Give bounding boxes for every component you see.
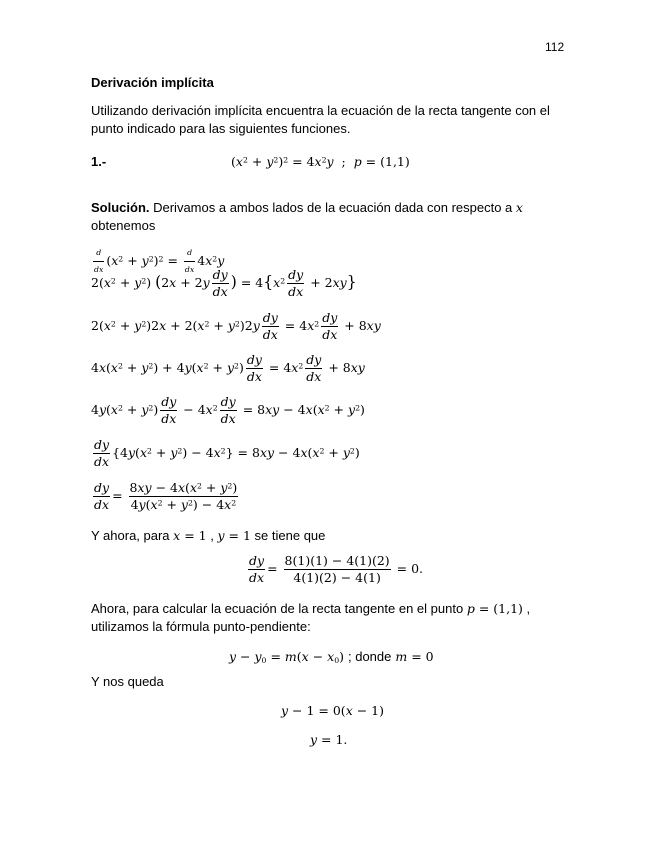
point-slope-formula: $y - y_0 = m(x - x_0)$ ; donde m = 0 (229, 649, 434, 665)
step-6-equation: $\frac{dy}{dx}$ $\{4y(x^2 + y^2) - 4x^2\} = 8xy - 4x(x^2 + y^2)$ (94, 437, 360, 469)
page-number: 112 (545, 40, 565, 54)
tangent-equation: y − 1 = 0(x − 1) (281, 703, 384, 718)
step-1-equation: $\frac{d}{dx}$ $(x^2 + y^2)^2$ = $\frac{d}{dx}$ $4x^2y$ (91, 245, 224, 278)
solution-text: Derivamos a ambos lados de la ecuación dada con respecto a (149, 200, 516, 215)
step-7-equation: $\frac{dy}{dx}$ = $\frac{8xy - 4x(x^2 + y^2)}{4y(x^2 + y^2) - 4x^2}$ (94, 480, 238, 512)
solution-paragraph (91, 199, 561, 235)
formula-intro: utilizamos la fórmula punto-pendiente: (91, 619, 311, 634)
step-2-equation: $2(x^2 + y^2) (2x + 2y$ $\frac{dy}{dx}$ ) = $4\{x^2$ $\frac{dy}{dx}$ + 2xy} (91, 267, 357, 299)
problem-number: 1.- (91, 154, 107, 169)
evaluation-text: Y ahora, para x = 1 , y = 1 se tiene que (91, 528, 326, 543)
section-title: Derivación implícita (91, 75, 214, 90)
evaluated-derivative: $\frac{dy}{dx}$ = $\frac{8(1)(1) - 4(1)(2)}{4(1)(2) - 4(1)}$ = 0. (249, 553, 424, 585)
step-3-equation: $2(x^2 + y^2)2x + 2(x^2 + y^2)2y$ $\frac{dy}{dx}$ = $4x^2$ $\frac{dy}{dx}$ + 8xy (91, 310, 381, 342)
step-4-equation: $4x(x^2 + y^2) + 4y(x^2 + y^2)$ $\frac{dy}{dx}$ = $4x^2$ $\frac{dy}{dx}$ + 8xy (91, 352, 365, 384)
problem-equation: $(x^2 + y^2)^2 = 4x^2y$ ; p = (1,1) (231, 154, 410, 169)
step-5-equation: $4y(x^2 + y^2)$ $\frac{dy}{dx}$ − $4x^2$ $\frac{dy}{dx}$ = $8xy - 4x(x^2 + y^2)$ (91, 394, 365, 426)
result-intro: Y nos queda (91, 674, 164, 689)
solution-label: Solución. (91, 200, 150, 215)
variable-x: x (515, 200, 523, 215)
tangent-result: y = 1. (310, 732, 348, 747)
intro-paragraph: Utilizando derivación implícita encuentra la ecuación de la recta tangente con el punto indicado para las siguientes funciones. (91, 103, 550, 136)
point-text: Ahora, para calcular la ecuación de la recta tangente en el punto p = (1,1) , (91, 601, 531, 616)
solution-text-end: obtenemos (91, 218, 156, 233)
